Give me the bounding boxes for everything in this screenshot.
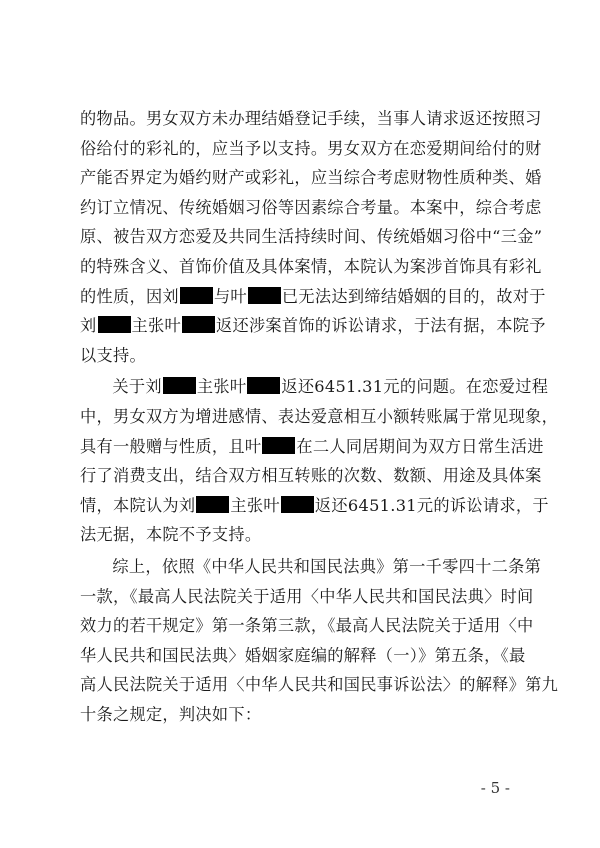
text-segment: 俗给付的彩礼的，应当予以支持。男女双方在恋爱期间给付的财 xyxy=(80,138,542,158)
paragraph-p1 xyxy=(80,104,546,370)
text-segment: 产能否界定为婚约财产或彩礼，应当综合考虑财物性质种类、婚 xyxy=(80,168,542,188)
text-line xyxy=(80,104,542,134)
text-line xyxy=(80,611,534,641)
redaction-box xyxy=(248,287,281,304)
text-line xyxy=(80,461,542,491)
text-segment: 与叶 xyxy=(213,286,247,306)
text-line xyxy=(80,700,524,730)
text-segment: 返还6451.31元的诉讼请求，于 xyxy=(314,495,549,515)
text-line xyxy=(80,670,559,700)
text-segment: 行了消费支出，结合双方相互转账的次数、数额、用途及具体案 xyxy=(80,466,542,486)
redaction-box xyxy=(247,377,280,394)
redaction-box xyxy=(163,377,196,394)
text-line xyxy=(80,341,524,371)
text-segment: 中，男女双方为增进感情、表达爱意相互小额转账属于常见现象， xyxy=(80,406,559,426)
text-segment: 法无据，本院不予支持。 xyxy=(80,525,262,545)
text-segment: 主张叶 xyxy=(131,316,181,336)
redaction-box xyxy=(281,496,314,513)
paragraph-p3 xyxy=(80,552,559,730)
text-line xyxy=(80,193,542,223)
text-line xyxy=(80,372,549,402)
redaction-box xyxy=(262,437,295,454)
text-line xyxy=(80,311,546,341)
text-line xyxy=(80,402,559,432)
paragraph-p2 xyxy=(80,372,559,550)
text-segment: 高人民法院关于适用〈中华人民共和国民事诉讼法〉的解释》第九 xyxy=(80,675,559,695)
text-line xyxy=(80,222,543,252)
text-segment: 关于刘 xyxy=(112,377,162,397)
text-segment: 以支持。 xyxy=(80,345,146,365)
text-segment: 十条之规定，判决如下： xyxy=(80,704,262,724)
text-line xyxy=(80,252,542,282)
text-line xyxy=(80,582,534,612)
text-segment: 主张叶 xyxy=(230,495,280,515)
redaction-box xyxy=(196,496,229,513)
text-segment: 情，本院认为刘 xyxy=(80,495,196,515)
text-line xyxy=(80,552,542,582)
text-segment: 约订立情况、传统婚姻习俗等因素综合考量。本案中，综合考虑 xyxy=(80,197,542,217)
text-line xyxy=(80,491,549,521)
text-segment: 的性质，因刘 xyxy=(80,286,179,306)
text-line xyxy=(80,163,542,193)
text-segment: 已无法达到缔结婚姻的目的，故对于 xyxy=(281,286,546,306)
text-line xyxy=(80,641,524,671)
redaction-box xyxy=(98,316,131,333)
text-segment: 的特殊含义、首饰价值及具体案情，本院认为案涉首饰具有彩礼 xyxy=(80,256,542,276)
text-segment: 主张叶 xyxy=(196,377,247,397)
redaction-box xyxy=(182,316,215,333)
text-segment: 效力的若干规定》第一条第三款，《最高人民法院关于适用〈中 xyxy=(80,616,534,636)
text-segment: 一款，《最高人民法院关于适用〈中华人民共和国民法典〉时间 xyxy=(80,586,534,606)
text-segment: 具有一般赠与性质，且叶 xyxy=(80,436,262,456)
text-segment: 华人民共和国民法典〉婚姻家庭编的解释（一）》第五条，《最 xyxy=(80,645,526,665)
text-segment: 在二人同居期间为双方日常生活进 xyxy=(296,436,544,456)
text-line xyxy=(80,432,544,462)
text-segment: 返还6451.31元的问题。在恋爱过程 xyxy=(281,377,549,397)
text-segment: 综上，依照《中华人民共和国民法典》第一千零四十二条第 xyxy=(112,556,542,576)
text-line xyxy=(80,520,524,550)
text-line xyxy=(80,282,546,312)
text-line xyxy=(80,134,542,164)
text-segment: 的物品。男女双方未办理结婚登记手续，当事人请求返还按照习 xyxy=(80,109,542,128)
text-segment: 返还涉案首饰的诉讼请求，于法有据，本院予 xyxy=(215,316,546,336)
redaction-box xyxy=(180,287,213,304)
text-segment: 刘 xyxy=(80,316,97,336)
judgment-body-text xyxy=(80,104,559,731)
page-number: - 5 - xyxy=(480,779,510,797)
text-segment: 原、被告双方恋爱及共同生活持续时间、传统婚姻习俗中“三金” xyxy=(80,227,543,247)
